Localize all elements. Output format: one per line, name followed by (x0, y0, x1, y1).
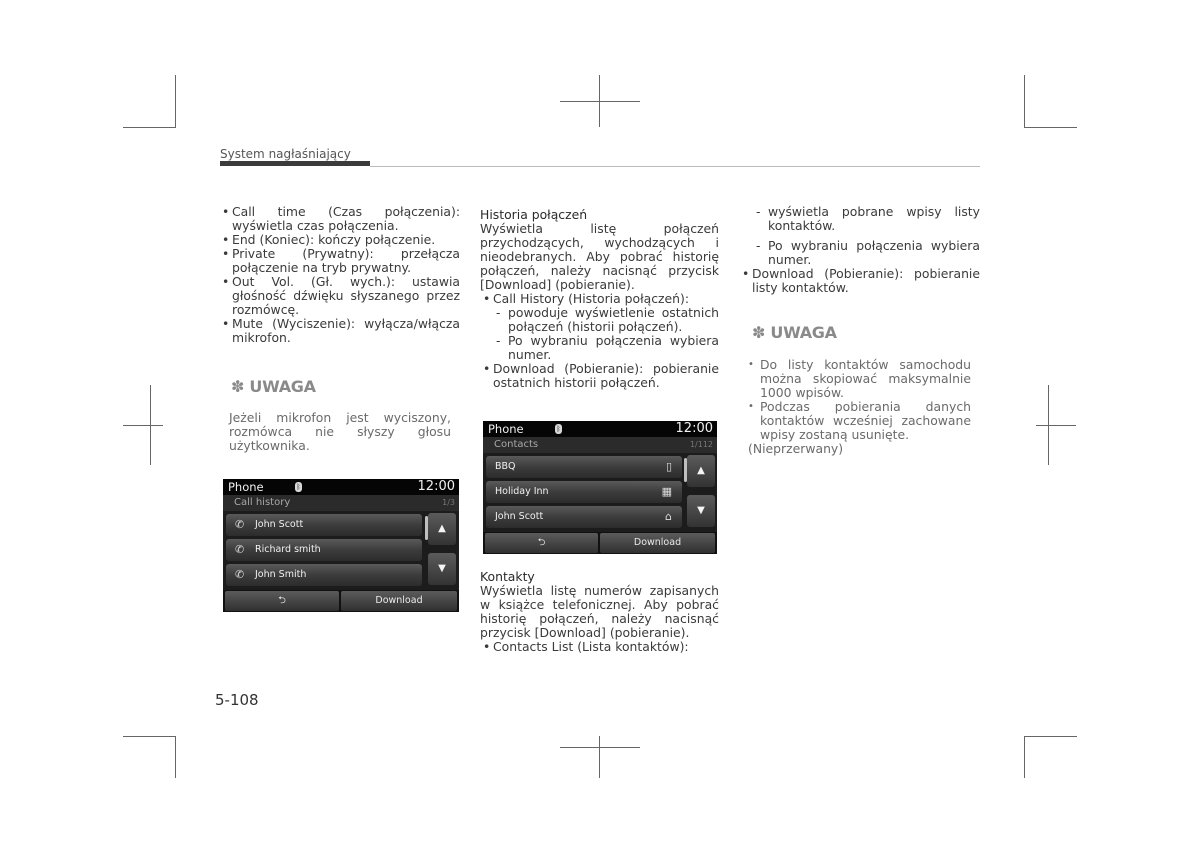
dash-item: - wyświetla pobrane wpisy listy kontaktów. (740, 205, 980, 233)
status-bar (223, 479, 459, 495)
contact-name: BBQ (495, 461, 516, 472)
home-icon: ⌂ (665, 510, 672, 523)
download-button[interactable]: Download (600, 533, 715, 553)
phone-handset-icon: ✆ (235, 543, 245, 556)
clock: 12:00 (675, 421, 713, 436)
bullet-end: • End (Koniec): kończy połączenie. (222, 233, 460, 247)
phone-handset-icon: ✆ (235, 568, 245, 581)
list-subheader (223, 495, 459, 511)
list-title: Call history (234, 497, 291, 508)
back-button[interactable] (225, 591, 339, 611)
call-history-screen (223, 479, 459, 612)
dash-item: - Po wybraniu połączenia wybiera numer. (740, 239, 980, 267)
call-history-intro: Wyświetla listę połączeń przychodzących, wychodzących i nieodebranych. Aby pobrać historię połączeń, należy nacisnąć przycisk [Download] (pobieranie). (480, 221, 719, 292)
scroll-up-button[interactable] (687, 455, 715, 487)
dash-item: - Po wybraniu połączenia wybiera numer. (480, 334, 719, 362)
list-item[interactable] (486, 456, 682, 478)
contacts-heading: Kontakty (480, 569, 535, 584)
call-history-heading: Historia połączeń (480, 207, 588, 222)
download-button[interactable]: Download (341, 591, 457, 611)
header-rule (370, 166, 980, 167)
office-building-icon: ▦ (661, 485, 672, 498)
list-item[interactable] (486, 481, 682, 503)
triangle-down-icon: ▼ (438, 563, 446, 574)
bottom-bar (223, 590, 459, 612)
phone-handset-icon: ✆ (235, 518, 245, 531)
back-arrow-icon: ⮌ (278, 595, 286, 606)
scroll-down-button[interactable] (428, 553, 456, 585)
contact-name: John Scott (255, 519, 304, 530)
status-bar (483, 421, 717, 437)
column-1 (222, 205, 460, 345)
note-contacts (748, 358, 971, 456)
list-item[interactable] (226, 514, 422, 536)
list-subheader (483, 437, 717, 453)
continued-label: (Nieprzerwany) (748, 441, 844, 456)
note-bullet: • Podczas pobierania danych kontaktów wcześniej zachowane wpisy zostaną usunięte. (748, 400, 971, 442)
dash-item: - powoduje wyświetlenie ostatnich połączeń (historii połączeń). (480, 306, 719, 334)
contacts-intro: Wyświetla listę numerów zapisanych w książce telefonicznej. Aby pobrać historię połączeń, należy nacisnąć przycisk [Download] (pobieranie). (480, 583, 719, 640)
list-counter: 1/3 (442, 498, 455, 507)
triangle-up-icon: ▲ (697, 465, 705, 476)
triangle-up-icon: ▲ (438, 523, 446, 534)
triangle-down-icon: ▼ (697, 505, 705, 516)
scroll-down-button[interactable] (687, 495, 715, 527)
bluetooth-icon: ᛒ (556, 425, 561, 433)
bullet-mute: • Mute (Wyciszenie): wyłącza/włącza mikrofon. (222, 317, 460, 345)
app-title: Phone (488, 422, 524, 436)
contact-name: Richard smith (255, 544, 321, 555)
bluetooth-icon: ᛒ (296, 483, 301, 491)
page-number: 5-108 (215, 691, 259, 709)
column-2-contacts (480, 570, 719, 654)
bullet-download-contacts: • Download (Pobieranie): pobieranie listy kontaktów. (742, 267, 980, 295)
list-item[interactable] (226, 564, 422, 586)
bullet-private: • Private (Prywatny): przełącza połączenie na tryb prywatny. (222, 247, 460, 275)
bullet-download: • Download (Pobieranie): pobieranie ostatnich historii połączeń. (483, 362, 719, 390)
contact-name: John Smith (255, 569, 307, 580)
note-title: ✽ UWAGA (231, 377, 316, 396)
contact-name: John Scott (495, 511, 544, 522)
note-bullet: • Do listy kontaktów samochodu można skopiować maksymalnie 1000 wpisów. (748, 358, 971, 400)
section-header-title: System nagłaśniający (220, 147, 351, 161)
bullet-call-history: • Call History (Historia połączeń): (483, 292, 719, 306)
header-accent-bar (220, 161, 370, 166)
clock: 12:00 (417, 479, 455, 494)
back-button[interactable] (485, 533, 598, 553)
note-text-mute (229, 411, 451, 453)
column-3 (740, 205, 980, 295)
scroll-up-button[interactable] (428, 513, 456, 545)
back-arrow-icon: ⮌ (537, 537, 546, 548)
contact-name: Holiday Inn (495, 486, 549, 497)
list-item[interactable] (486, 506, 682, 528)
contacts-screen (483, 421, 717, 554)
bottom-bar (483, 532, 717, 554)
list-title: Contacts (494, 439, 539, 450)
bullet-out-vol: • Out Vol. (Gł. wych.): ustawia głośność dźwięku słyszanego przez rozmówcę. (222, 275, 460, 317)
list-item[interactable] (226, 539, 422, 561)
column-2 (480, 208, 719, 390)
bullet-call-time: • Call time (Czas połączenia): wyświetla czas połączenia. (222, 205, 460, 233)
mobile-phone-icon: ▯ (665, 460, 672, 473)
app-title: Phone (228, 480, 264, 494)
list-counter: 1/112 (689, 440, 713, 449)
note-title: ✽ UWAGA (752, 323, 837, 342)
note-paragraph: Jeżeli mikrofon jest wyciszony, rozmówca nie słyszy głosu użytkownika. (229, 410, 451, 453)
bullet-contacts-list: • Contacts List (Lista kontaktów): (483, 640, 719, 654)
